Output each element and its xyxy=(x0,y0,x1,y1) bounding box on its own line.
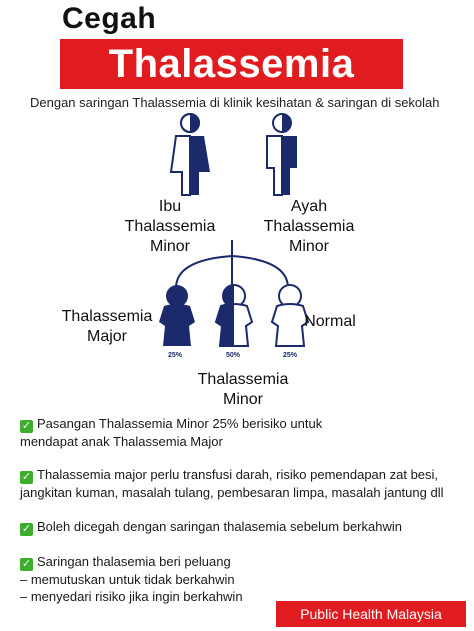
percent-minor: 50% xyxy=(226,352,241,359)
child-label-major: Thalassemia Major xyxy=(61,308,153,345)
percent-normal: 25% xyxy=(283,352,298,359)
check-icon: ✓ xyxy=(21,523,32,535)
footer-badge: Public Health Malaysia xyxy=(276,601,466,627)
child-figure-icon xyxy=(159,285,195,346)
title-thalassemia: Thalassemia xyxy=(108,42,355,86)
bullet-text: jangkitan kuman, masalah tulang, pembesaran limpa, masalah jantung dll xyxy=(20,485,444,500)
male-figure-icon xyxy=(267,114,297,195)
check-icon: ✓ xyxy=(21,558,32,570)
child-label-minor: Thalassemia Minor xyxy=(197,371,289,408)
percent-major: 25% xyxy=(168,352,183,359)
mother-label: Ibu Thalassemia Minor xyxy=(124,198,216,255)
child-label-normal: Normal xyxy=(304,313,356,330)
bullet-text: – memutuskan untuk tidak berkahwin xyxy=(20,572,235,587)
check-icon: ✓ xyxy=(21,471,32,483)
bullet-item xyxy=(20,466,443,501)
female-figure-icon xyxy=(171,114,210,195)
bullet-text: Boleh dicegah dengan saringan thalasemia sebelum berkahwin xyxy=(37,519,402,534)
father-label: Ayah Thalassemia Minor xyxy=(263,198,355,255)
check-icon: ✓ xyxy=(21,420,32,432)
bullet-item xyxy=(20,415,322,450)
bullet-text: Saringan thalasemia beri peluang xyxy=(37,554,231,569)
subtitle: Dengan saringan Thalassemia di klinik kesihatan & saringan di sekolah xyxy=(30,95,440,110)
bullet-text: Thalassemia major perlu transfusi darah, risiko pemendapan zat besi, xyxy=(37,467,439,482)
bullet-text: mendapat anak Thalassemia Major xyxy=(20,434,223,449)
bullet-item xyxy=(20,553,243,605)
bullet-text: Pasangan Thalassemia Minor 25% berisiko untuk xyxy=(37,416,323,431)
title-cegah: Cegah xyxy=(62,2,157,35)
bullet-item xyxy=(20,518,402,536)
child-figure-icon xyxy=(216,285,252,346)
bullet-text: – menyedari risiko jika ingin berkahwin xyxy=(20,589,243,604)
